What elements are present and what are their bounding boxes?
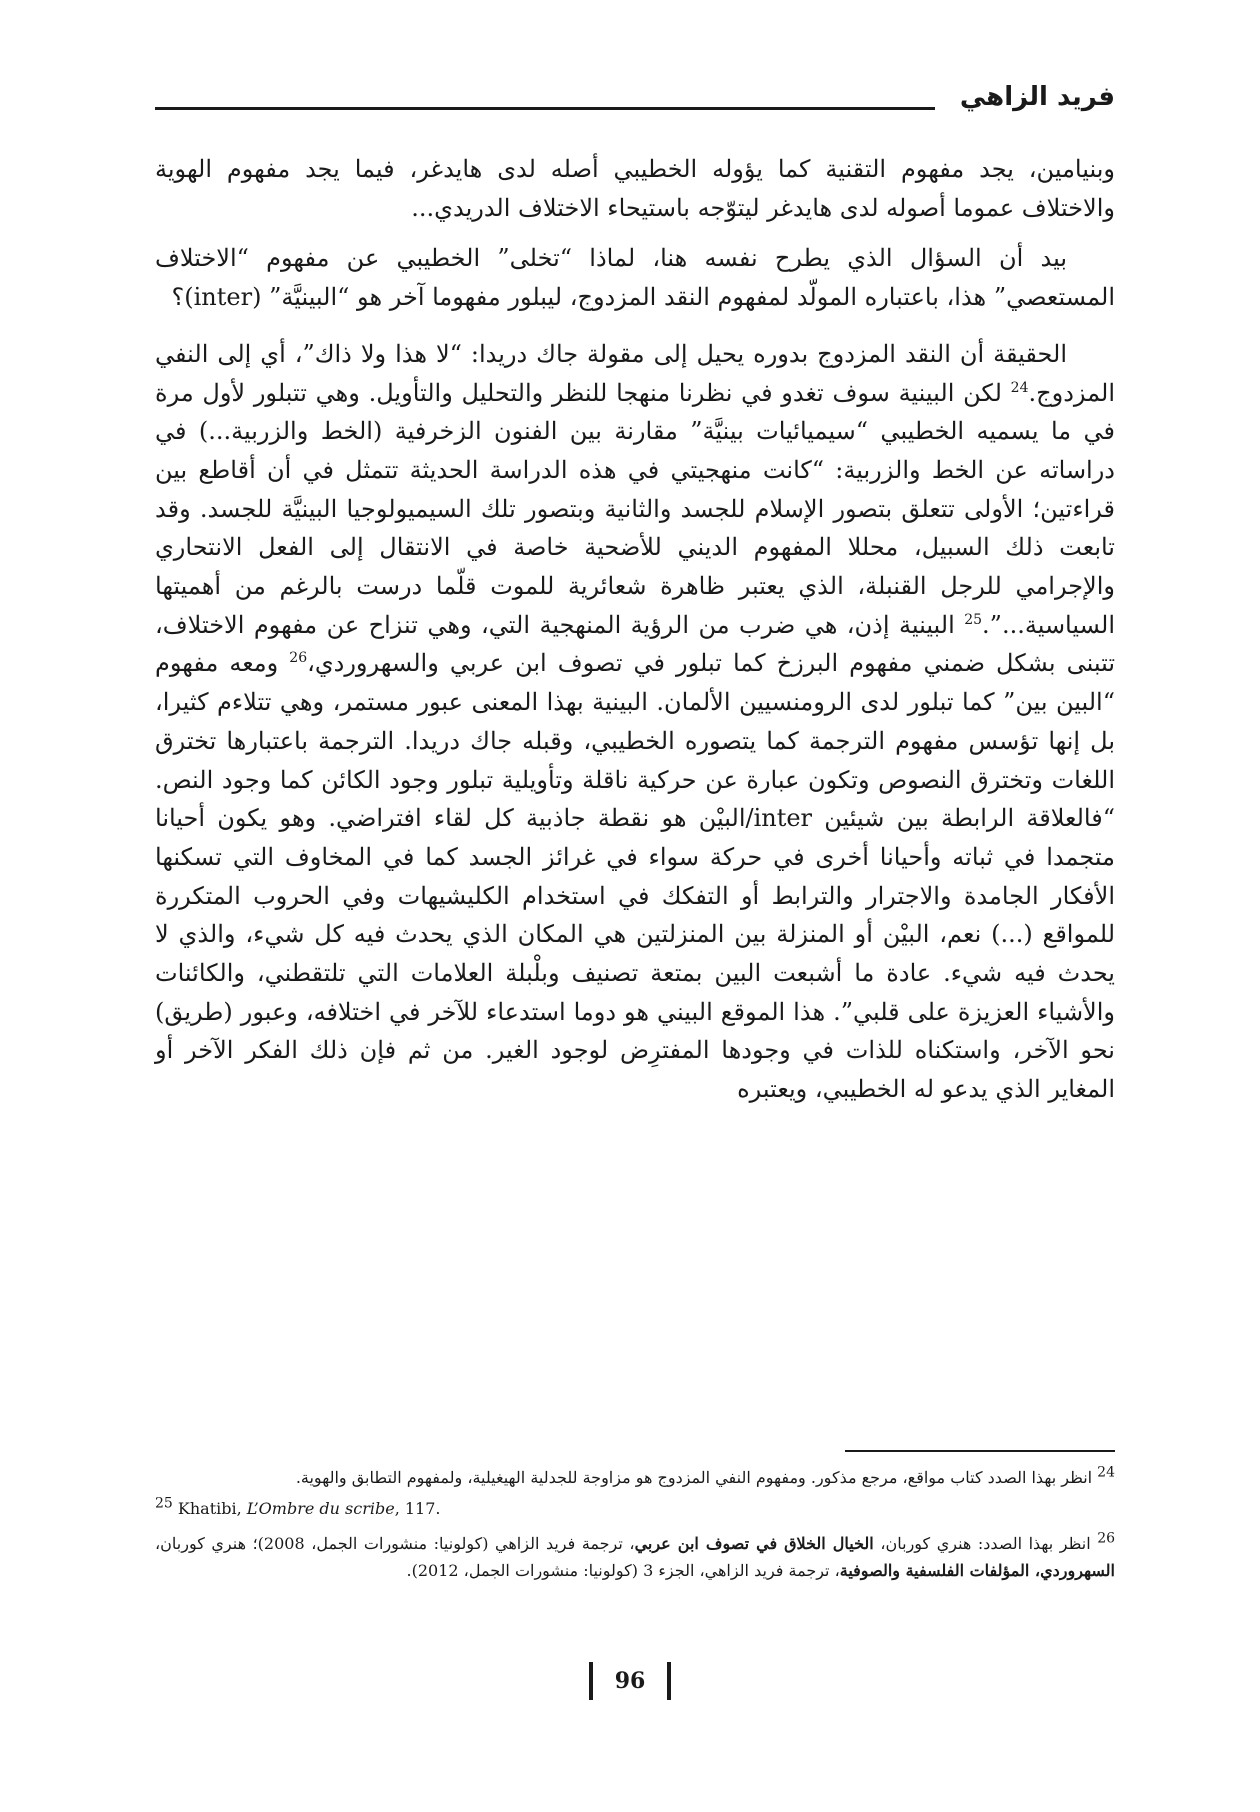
paragraph-3-text-c: البينية إذن، هي ضرب من الرؤية المنهجية التي، وهي تنزاح عن مفهوم الاختلاف، تتبنى بشكل ضمني مفهوم البرزخ كما تبلور في تصوف ابن عربي والسهروردي، <box>155 610 1115 678</box>
running-head <box>155 80 1115 120</box>
footnote-ref-24[interactable]: 24 <box>1010 379 1029 396</box>
paragraph-2-text-a: بيد أن السؤال الذي يطرح نفسه هنا، لماذا “تخلى” الخطيبي عن مفهوم “الاختلاف المستعصي” هذا، باعتباره المولّد لمفهوم النقد المزدوج، ليبلور مفهوما آخر هو “البينيَّة” ( <box>155 244 1115 312</box>
footnote-ref-25[interactable]: 25 <box>964 611 983 628</box>
footnotes <box>155 1450 1115 1588</box>
running-head-author: فريد الزاهي <box>959 82 1115 112</box>
paragraph-1-text: وبنيامين، يجد مفهوم التقنية كما يؤوله الخطيبي أصله لدى هايدغر، فيما يجد مفهوم الهوية والاختلاف عموما أصوله لدى هايدغر ليتوّجه باستيحاء الاختلاف الدريدي... <box>155 155 1115 222</box>
footnote-title: L’Ombre du scribe <box>246 1499 395 1518</box>
footnote-number: 24 <box>1097 1464 1115 1481</box>
footnote-number: 26 <box>1097 1530 1116 1547</box>
footnote-26 <box>155 1530 1115 1584</box>
inter-term: inter <box>193 283 253 312</box>
paragraph-3-text-b: لكن البينية سوف تغدو في نظرنا منهجا للنظر والتحليل والتأويل. وهي تتبلور لأول مرة في ما يسميه الخطيبي “سيميائيات بينيَّة” مقارنة بين الفنون الزخرفية (الخط والزربية...) في دراساته عن الخط والزربية: “كانت منهجيتي في هذه الدراسة الحديثة تتمثل في أن أقاطع بين قراءتين؛ الأولى تتعلق بتصور الإسلام للجسد والثانية وبتصور تلك السيميولوجيا البينيَّة للجسد. وقد تابعت ذلك السبيل، محللا المفهوم الديني للأضحية خاصة في الانتقال إلى الفعل الانتحاري والإجرامي للرجل القنبلة، الذي يعتبر ظاهرة شعائرية للموت قلّما درست بالرغم من أهميتها السياسية...”. <box>155 378 1115 639</box>
footnote-text: ، ترجمة فريد الزاهي (كولونيا: منشورات الجمل، 2008)؛ هنري كوربان، <box>155 1534 635 1553</box>
footnote-number: 25 <box>155 1495 173 1512</box>
body-text <box>155 150 1115 1109</box>
footnote-25 <box>155 1495 1115 1522</box>
paragraph-3 <box>155 335 1115 1109</box>
folio-bar-right <box>667 1662 671 1700</box>
footnote-text: انظر بهذا الصدد كتاب مواقع، مرجع مذكور. ومفهوم النفي المزدوج هو مزاوجة للجدلية الهيغيلية، ولمفهوم التطابق والهوية. <box>295 1468 1098 1487</box>
paragraph-1 <box>155 150 1115 227</box>
footnote-text: ، ترجمة فريد الزاهي، الجزء 3 (كولونيا: منشورات الجمل، 2012). <box>406 1561 840 1580</box>
inter-term: inter <box>753 804 813 833</box>
paragraph-3-text-d: ومعه مفهوم “البين بين” كما تبلور لدى الرومنسيين الألمان. البينية بهذا المعنى عبور مستمر، وهي تتلاءم كثيرا، بل إنها تؤسس مفهوم الترجمة كما يتصوره الخطيبي، وقبله جاك دريدا. الترجمة باعتبارها تخترق اللغات وتخترق النصوص وتكون عبارة عن حركية ناقلة وتأويلية تبلور وجود الكائن كما وجود النص. “فالعلاقة الرابطة بين شيئين <box>155 649 1115 833</box>
footnote-ref-26[interactable]: 26 <box>289 650 308 667</box>
footnote-24 <box>155 1464 1115 1491</box>
footnote-author: Khatibi, <box>172 1499 247 1518</box>
paragraph-2 <box>155 239 1115 316</box>
paragraph-2-text-b: )؟ <box>171 283 194 312</box>
page-folio <box>0 1662 1260 1700</box>
footnote-rule <box>845 1450 1115 1452</box>
page-number: 96 <box>614 1668 646 1694</box>
footnote-page: , 117. <box>394 1499 441 1518</box>
folio-bar-left <box>589 1662 593 1700</box>
footnote-text: انظر بهذا الصدد: هنري كوربان، <box>873 1534 1098 1553</box>
footnote-title: السهروردي، المؤلفات الفلسفية والصوفية <box>839 1561 1115 1580</box>
paragraph-3-text-a: الحقيقة أن النقد المزدوج بدوره يحيل إلى مقولة جاك دريدا: “لا هذا ولا ذاك”، أي إلى النفي المزدوج. <box>155 339 1115 407</box>
paragraph-3-text-e: /البيْن هو نقطة جاذبية كل لقاء افتراضي. وهو يكون أحيانا متجمدا في ثباته وأحيانا أخرى في حركة سواء في غرائز الجسد كما في المخاوف التي تسكنها الأفكار الجامدة والاجترار والترابط أو التفكك في استخدام الكليشيهات وفي الحروب المتكررة للمواقع (...) نعم، البيْن أو المنزلة بين المنزلتين هي المكان الذي يحدث فيه كل شيء، والذي لا يحدث فيه شيء. عادة ما أشبعت البين بمتعة تصنيف وبلْبلة العلامات التي تلتقطني، والكائنات والأشياء العزيزة على قلبي”. هذا الموقع البيني هو دوما استدعاء للآخر في اختلافه، وعبور (طريق) نحو الآخر، واستكناه للذات في وجودها المفترِض لوجود الغير. من ثم فإن ذلك الفكر الآخر أو المغاير الذي يدعو له الخطيبي، ويعتبره <box>155 804 1115 1104</box>
header-rule <box>155 107 935 110</box>
footnote-title: الخيال الخلاق في تصوف ابن عربي <box>634 1534 874 1553</box>
